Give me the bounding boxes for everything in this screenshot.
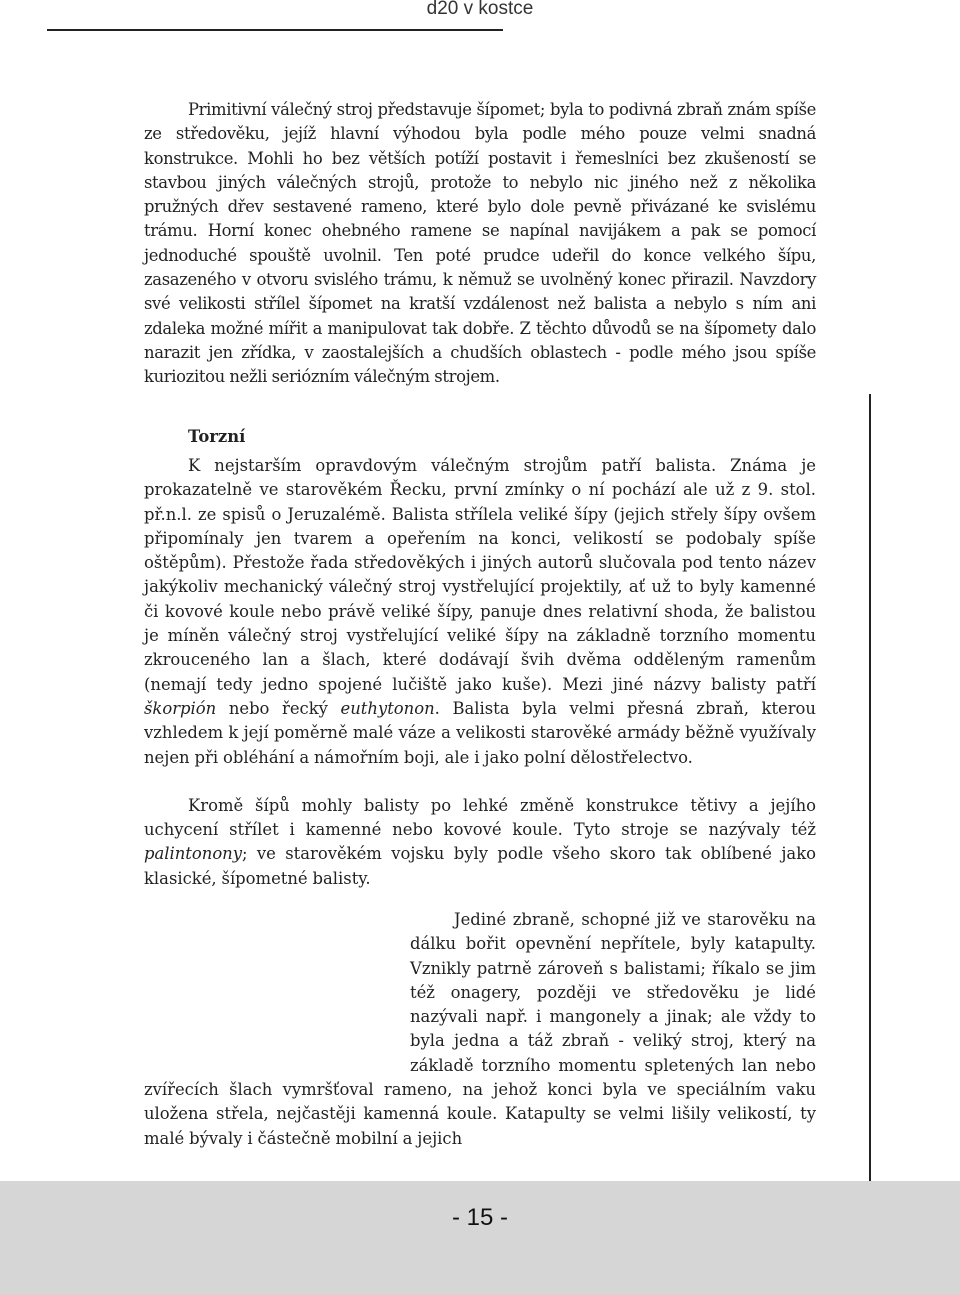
balista-text-3: . Balista byla velmi přesná zbraň, kterou vzhledem k její poměrně malé váze a velikosti starověké armády běžně využívaly nejen při obléhání a námořním boji, ale i jako polní dělostřelectvo. [144, 698, 816, 767]
balista-text-1: K nejstarším opravdovým válečným strojům patří balista. Známa je prokazatelně ve starověkém Řecku, první zmínky o ní pochází ale už z 9. stol. př.n.l. ze spisů o Jeruzalémě. Balista střílela veliké šípy (jejich střely šípy ovšem připomínaly jen tvarem a opeřením na konci, velikostí se podobaly spíše oštěpům). Přestože řada středověkých i jiných autorů slučovala pod tento název jakýkoliv mechanický válečný stroj vystřelující projektily, ať už to byly kamenné či kovové koule nebo právě veliké šípy, panuje dnes relativní shoda, že balistou je míněn válečný stroj vystřelující veliké šípy na základně torzního momentu zkrouceného lan a šlach, které dodávají švih dvěma odděleným ramenům (nemají tedy jedno spojené lučiště jako kuše). Mezi jiné názvy balisty patří [144, 456, 816, 694]
margin-vertical-rule [869, 394, 871, 1244]
catapult-section [144, 908, 816, 1151]
palintonon-paragraph [144, 794, 816, 891]
intro-paragraph: Primitivní válečný stroj představuje šípomet; byla to podivná zbraň znám spíše ze středověku, jejíž hlavní výhodou byla podle mého pouze velmi snadná konstrukce. Mohli ho bez větších potíží postavit i řemeslníci bez zkušeností se stavbou jiných válečných strojů, protože to nebylo nic jiného než z několika pružných dřev sestavené rameno, které bylo dole pevně přivázané ke svislému trámu. Horní konec ohebného ramene se napínal navijákem a pak se pomocí jednoduché spouště uvolnil. Ten poté prudce udeřil do konce velkého šípu, zasazeného v otvoru svislého trámu, k němuž se uvolněný konec přirazil. Navzdory své velikosti střílel šípomet na kratší vzdálenost než balista a nebylo s ním ani zdaleka možné mířit a manipulovat tak dobře. Z těchto důvodů se na šípomety dalo narazit jen zřídka, v zaostalejších a chudších oblastech - podle mého jsou spíše kuriozitou nežli seriózním válečným strojem. [144, 100, 816, 387]
section-heading-torzni: Torzní [188, 427, 246, 446]
catapult-text: Jediné zbraně, schopné již ve starověku na dálku bořit opevnění nepřítele, byly katapulty. Vznikly patrně zároveň s balistami; říkalo se jim též onagery, později ve středověku je lidé nazývali např. i mangonely a jinak; ale vždy to byla jedna a táž zbraň - veliký stroj, který na základě torzního momentu spletených lan nebo zvířecích šlach vymršťoval rameno, na jehož konci byla ve speciálním vaku uložena střela, nejčastěji kamenná koule. Katapulty se velmi lišily velikostí, ty malé bývaly i částečně mobilní a jejich [144, 910, 816, 1148]
header-rule [47, 29, 503, 31]
term-euthytonon: euthytonon [340, 698, 435, 718]
balista-text-2: nebo řecký [216, 698, 341, 718]
term-skorpion: škorpión [144, 698, 217, 718]
footer-band [0, 1181, 960, 1295]
torzni-section [144, 454, 816, 915]
intro-section [144, 98, 816, 390]
balista-paragraph [144, 454, 816, 770]
term-palintonony: palintonony [144, 844, 242, 864]
palintonon-text-1: Kromě šípů mohly balisty po lehké změně konstrukce tětivy a jejího uchycení střílet i kamenné nebo kovové koule. Tyto stroje se nazývaly též [144, 795, 816, 840]
running-header-title: d20 v kostce [426, 0, 534, 19]
image-placeholder-space [144, 908, 410, 1078]
palintonon-text-2: ; ve starověkém vojsku byly podle všeho skoro tak oblíbené jako klasické, šípometné balisty. [144, 844, 816, 888]
page-number: - 15 - [451, 1204, 508, 1231]
